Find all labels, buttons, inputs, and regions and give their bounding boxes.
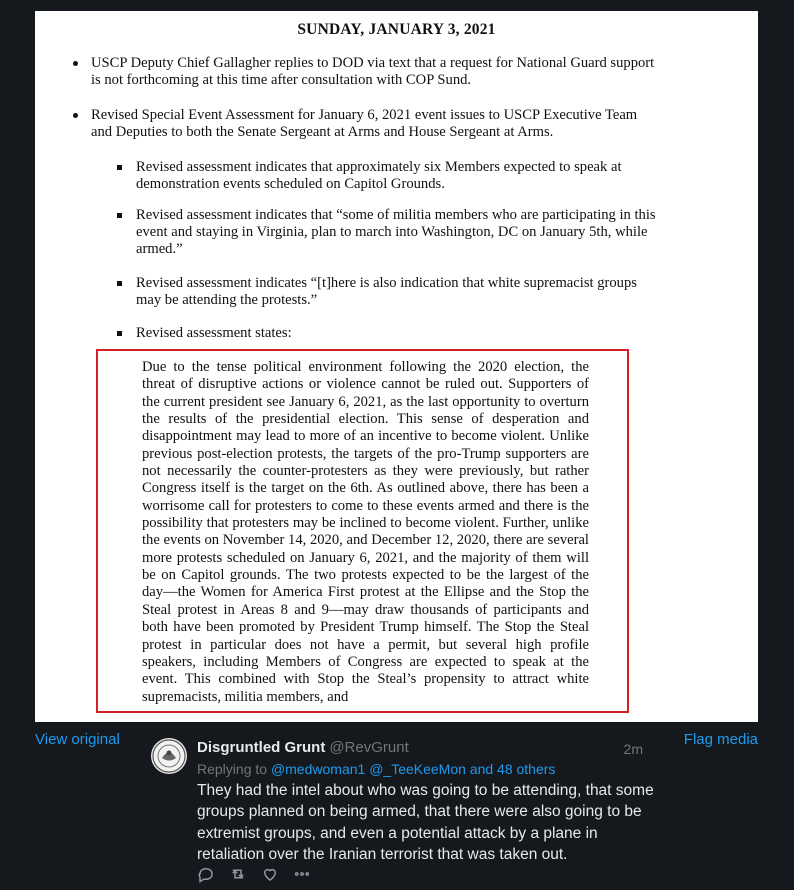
square-bullet — [117, 281, 122, 286]
quote-text: Due to the tense political environment following the 2020 election, the threat of disruptive actions or violence cannot be ruled out. Supporters of the current president see January 6, 2021, as the last opportunity to overturn the results of the presidential election. This sense of desperation and disappointment may lead to more of an incentive to become violent. Unlike previous post-election protests, the targets of the pro-Trump supporters are not necessarily the counter-protesters as they were previously, but rather Congress itself is the target on the 6th. As outlined above, there has been a worrisome call for protesters to come to these events armed and there is the possibility that protesters may be inclined to become violent. Further, unlike the events on November 14, 2020, and December 12, 2020, there are several more protests scheduled on January 6, 2021, and the majority of them will be on Capitol grounds. The two protests expected to be the largest of the day—the Women for America First protest at the Ellipse and the Stop the Steal protest in Areas 8 and 9—may draw thousands of participants and both have been promoted by President Trump himself. The Stop the Steal protest in particular does not have a permit, but several high profile speakers, including Members of Congress are expected to speak at the event. This combined with Stop the Steal’s propensity to attract white supremacists, militia members, and — [142, 359, 589, 705]
sub-bullet-text: Revised assessment indicates that “some of militia members who are participating in this event and staying in Virginia, plan to march into Washington, DC on January 5th, while armed.” — [136, 207, 656, 257]
bullet-dot — [73, 113, 78, 118]
more-icon[interactable] — [293, 865, 311, 883]
sub-bullet-text: Revised assessment indicates that approximately six Members expected to speak at demonstration events scheduled on Capitol Grounds. — [136, 159, 622, 192]
document-sub-bullet — [136, 207, 658, 258]
document-bullet — [91, 107, 658, 141]
document-sub-bullet — [136, 275, 658, 309]
retweet-icon[interactable] — [229, 865, 247, 883]
document-bullet — [91, 55, 658, 89]
flag-media-link[interactable]: Flag media — [683, 731, 758, 748]
like-icon[interactable] — [261, 865, 279, 883]
document-image[interactable] — [35, 11, 758, 722]
sub-bullet-text: Revised assessment indicates “[t]here is also indication that white supremacist groups may be attending the protests.” — [136, 275, 637, 308]
replying-to-mentions[interactable]: @medwoman1 @_TeeKeeMon and 48 others — [270, 761, 556, 777]
bullet-text: USCP Deputy Chief Gallagher replies to DOD via text that a request for National Guard support is not forthcoming at this time after consultation with COP Sund. — [91, 55, 655, 88]
display-name[interactable]: Disgruntled Grunt — [197, 739, 326, 756]
square-bullet — [117, 331, 122, 336]
document-sub-bullet — [136, 159, 658, 193]
tweet-header — [197, 739, 409, 756]
square-bullet — [117, 213, 122, 218]
square-bullet — [117, 165, 122, 170]
bullet-text: Revised Special Event Assessment for January 6, 2021 event issues to USCP Executive Team and Deputies to both the Senate Sergeant at Arms and House Sergeant at Arms. — [91, 107, 638, 140]
avatar[interactable] — [151, 738, 187, 774]
reply-icon[interactable] — [197, 865, 215, 883]
replying-prefix: Replying to — [197, 761, 271, 777]
highlighted-quote-box — [96, 349, 629, 713]
seal-avatar-icon — [151, 738, 187, 774]
user-handle[interactable]: @RevGrunt — [329, 739, 409, 756]
sub-bullet-text: Revised assessment states: — [136, 325, 292, 341]
tweet-actions — [197, 865, 311, 883]
document-sub-bullet — [136, 325, 658, 342]
bullet-dot — [73, 61, 78, 66]
document-title: SUNDAY, JANUARY 3, 2021 — [297, 21, 496, 38]
tweet-timestamp[interactable]: 2m — [623, 741, 643, 757]
tweet-text: They had the intel about who was going to be attending, that some groups planned on being armed, that there were also going to be extremist groups, and even a potential attack by a plane in retaliation over the Iranian terrorist that was taken out. — [197, 782, 654, 863]
replying-to-line — [197, 761, 555, 777]
view-original-link[interactable]: View original — [35, 731, 120, 748]
